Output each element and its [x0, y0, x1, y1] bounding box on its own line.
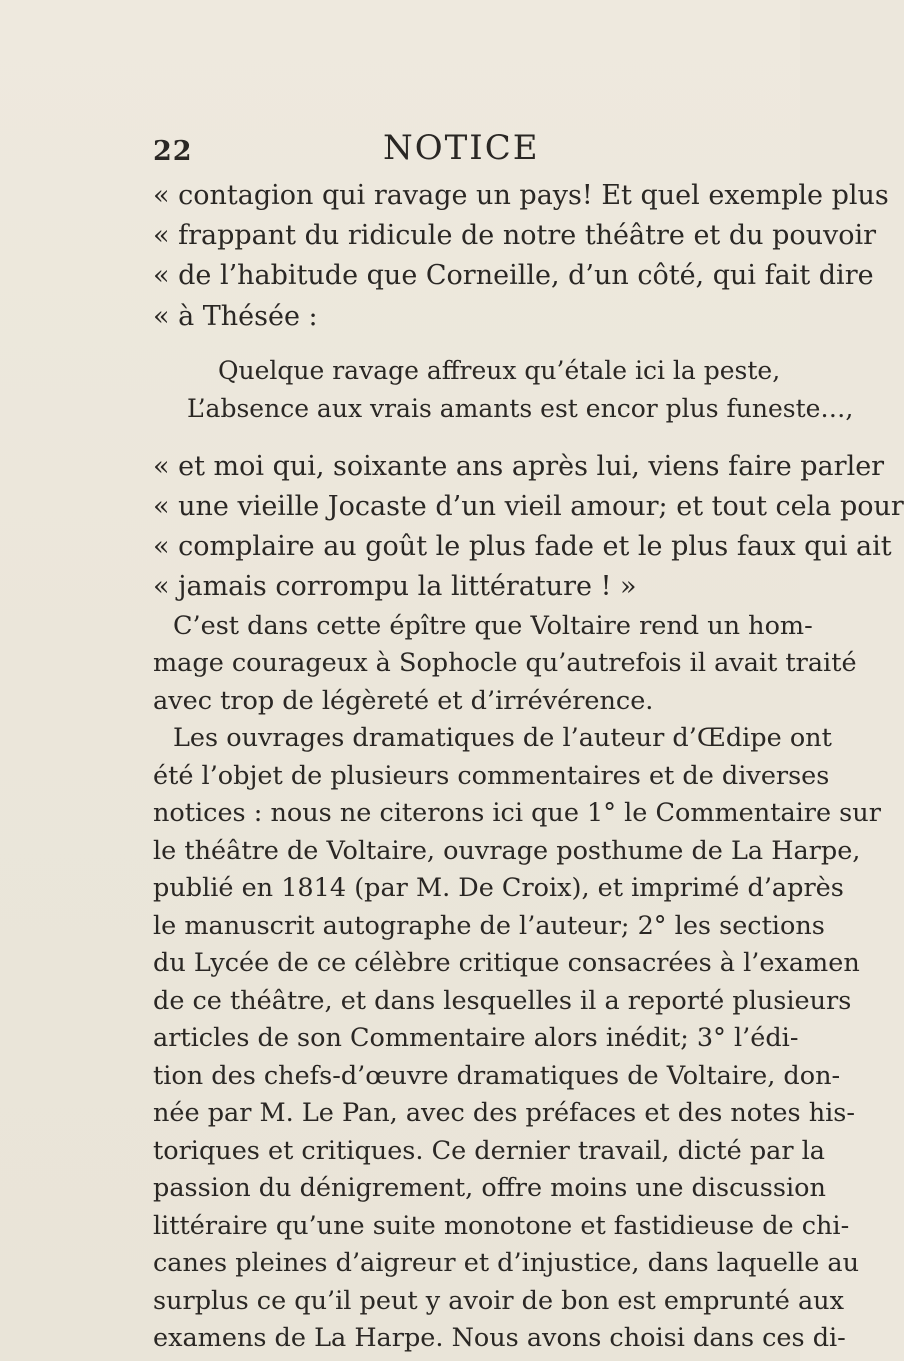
verse-line: Quelque ravage affreux qu’étale ici la peste,: [218, 355, 781, 385]
paragraph-line: mage courageux à Sophocle qu’autrefois il avait traité: [153, 648, 857, 679]
paragraph-line: toriques et critiques. Ce dernier travail, dicté par la: [153, 1135, 826, 1166]
paragraph-line: notices : nous ne citerons ici que 1° le Commentaire sur: [153, 798, 881, 829]
verse-line: L’absence aux vrais amants est encor plus funeste…,: [187, 393, 854, 423]
paragraph-line: examens de La Harpe. Nous avons choisi dans ces di-: [153, 1323, 846, 1354]
paragraph-line: Les ouvrages dramatiques de l’auteur d’Œdipe ont: [173, 723, 832, 754]
paragraph-line: littéraire qu’une suite monotone et fastidieuse de chi-: [153, 1210, 850, 1241]
paragraph-line: C’est dans cette épître que Voltaire rend un hom-: [173, 610, 813, 641]
paragraph-line: tion des chefs-d’œuvre dramatiques de Voltaire, don-: [153, 1060, 841, 1091]
quote-line: « complaire au goût le plus fade et le plus faux qui ait: [153, 531, 892, 563]
running-title: NOTICE: [383, 128, 540, 168]
quote-line: « frappant du ridicule de notre théâtre et du pouvoir: [153, 220, 877, 252]
paragraph-line: été l’objet de plusieurs commentaires et de diverses: [153, 760, 830, 791]
paragraph-line: passion du dénigrement, offre moins une discussion: [153, 1173, 826, 1204]
paragraph-line: avec trop de légèreté et d’irrévérence.: [153, 685, 654, 716]
quote-line: « de l’habitude que Corneille, d’un côté, qui fait dire: [153, 260, 874, 292]
page-header: [153, 128, 753, 174]
page-number: 22: [153, 136, 193, 167]
quote-line: « contagion qui ravage un pays! Et quel exemple plus: [153, 180, 889, 211]
quote-line: « jamais corrompu la littérature ! »: [153, 571, 637, 603]
paragraph-line: du Lycée de ce célèbre critique consacrées à l’examen: [153, 948, 860, 979]
paragraph-line: de ce théâtre, et dans lesquelles il a reporté plusieurs: [153, 985, 852, 1016]
paragraph-line: surplus ce qu’il peut y avoir de bon est emprunté aux: [153, 1285, 844, 1316]
paragraph-line: publié en 1814 (par M. De Croix), et imprimé d’après: [153, 873, 844, 904]
quote-line: « une vieille Jocaste d’un vieil amour; et tout cela pour: [153, 491, 904, 522]
paragraph-line: le manuscrit autographe de l’auteur; 2° les sections: [153, 910, 825, 941]
paragraph-line: le théâtre de Voltaire, ouvrage posthume de La Harpe,: [153, 835, 861, 866]
quote-line: « à Thésée :: [153, 300, 318, 332]
paragraph-line: articles de son Commentaire alors inédit; 3° l’édi-: [153, 1023, 799, 1054]
paragraph-line: canes pleines d’aigreur et d’injustice, dans laquelle au: [153, 1248, 860, 1279]
quote-line: « et moi qui, soixante ans après lui, viens faire parler: [153, 450, 885, 482]
paragraph-line: née par M. Le Pan, avec des préfaces et des notes his-: [153, 1098, 855, 1129]
